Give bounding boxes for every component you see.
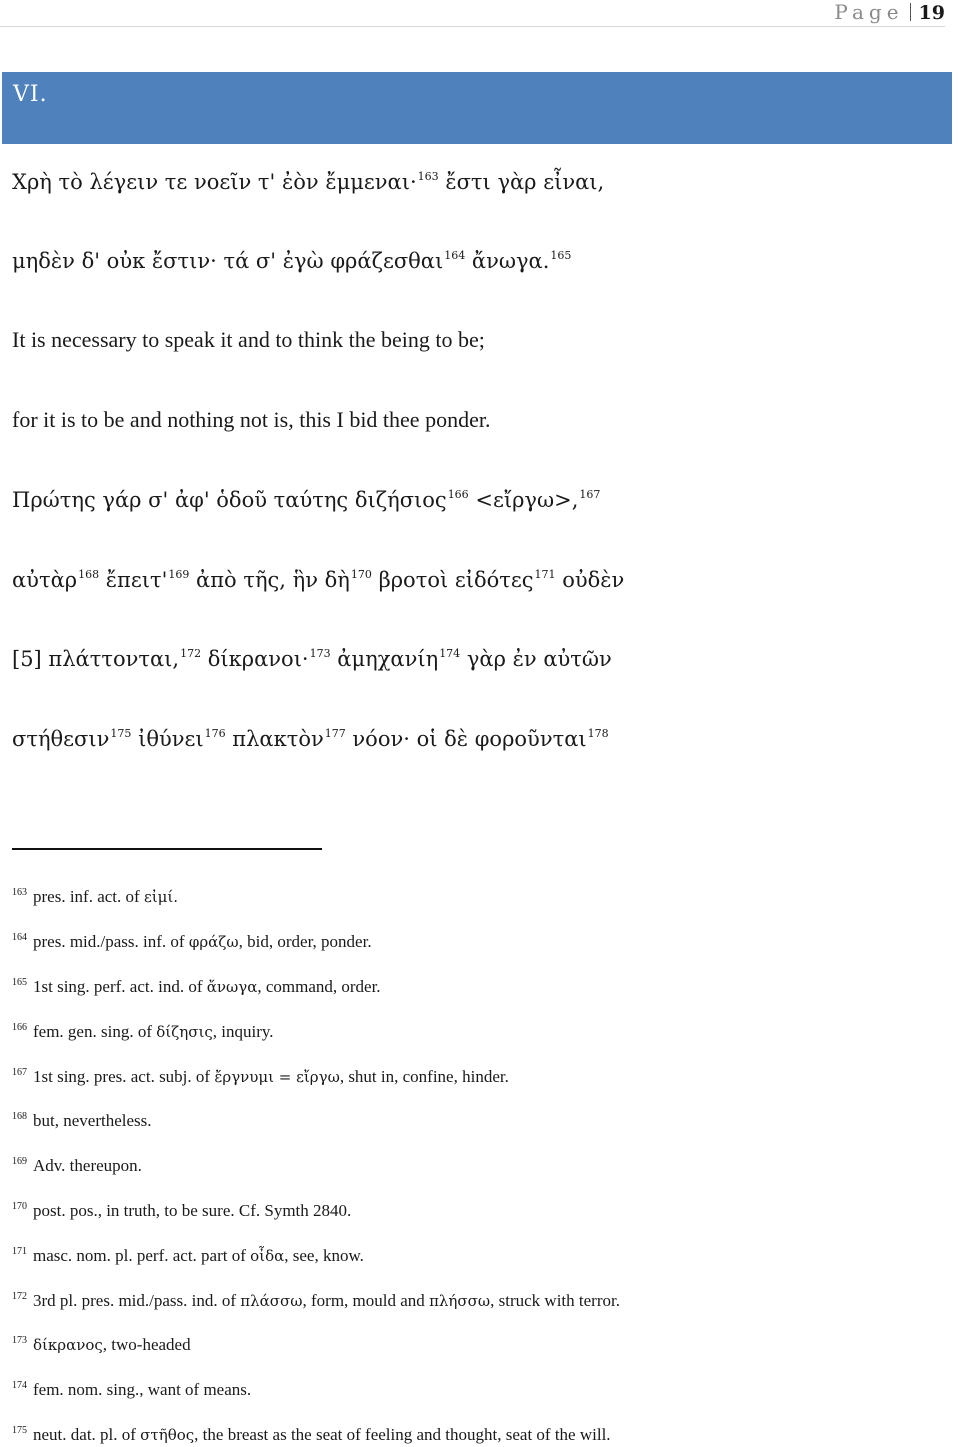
footnote-greek-term: δίκρανος: [33, 1336, 103, 1354]
footnote-text: Adv. thereupon.: [33, 1156, 142, 1175]
footnote-ref[interactable]: 172: [180, 647, 202, 660]
footnote-ref[interactable]: 164: [444, 249, 466, 262]
footnote-number: 175: [12, 1425, 27, 1436]
footnote-greek-term: πλήσσω: [429, 1292, 491, 1310]
verse-text: νόον· οἱ δὲ φοροῦνται: [345, 727, 587, 751]
footnote-text: , shut in, confine, hinder.: [339, 1067, 509, 1086]
footnote-ref[interactable]: 173: [309, 647, 331, 660]
footnote-text: post. pos., in truth, to be sure. Cf. Symth 2840.: [33, 1201, 352, 1220]
verse-text: γὰρ ἐν αὐτῶν: [460, 647, 612, 671]
footnote-ref[interactable]: 171: [534, 568, 556, 581]
footnote-ref[interactable]: 166: [447, 488, 469, 501]
footnote-greek-term: στῆθος: [140, 1426, 195, 1444]
footnote-ref[interactable]: 177: [324, 727, 346, 740]
footnote-number: 168: [12, 1111, 27, 1122]
verse-line-2: [12, 249, 571, 273]
footnote-number: 164: [12, 932, 27, 943]
footnote-171: [12, 1246, 364, 1266]
footnote-number: 173: [12, 1335, 27, 1346]
verse-text: στήθεσιν: [12, 727, 110, 751]
footnote-ref[interactable]: 169: [168, 568, 190, 581]
verse-text: ἔπειτ': [99, 568, 168, 592]
footnote-number: 171: [12, 1246, 27, 1257]
footnote-175: [12, 1425, 611, 1445]
verse-text: δίκρανοι·: [201, 647, 309, 671]
verse-text: αὐτὰρ: [12, 568, 78, 592]
footnote-ref[interactable]: 175: [110, 727, 132, 740]
verse-line-5: [12, 647, 612, 671]
footnote-number: 167: [12, 1067, 27, 1078]
verse-line-6: [12, 727, 609, 751]
footnote-text: 1st sing. pres. act. subj. of: [33, 1067, 215, 1086]
footnote-ref[interactable]: 174: [439, 647, 461, 660]
footnote-text: , two-headed: [102, 1335, 191, 1354]
footnote-165: [12, 977, 381, 997]
footnote-greek-term: ἔργνυμι = εἴργω: [214, 1068, 340, 1086]
footnote-172: [12, 1291, 620, 1311]
footnote-170: [12, 1201, 351, 1221]
verse-text: [5] πλάττονται,: [12, 647, 180, 671]
footnote-text: masc. nom. pl. perf. act. part of: [33, 1246, 251, 1265]
footnote-text: fem. gen. sing. of: [33, 1022, 157, 1041]
footnote-169: [12, 1156, 142, 1176]
footnote-168: [12, 1111, 152, 1131]
page-number: 19: [918, 2, 945, 24]
footnote-text: , struck with terror.: [490, 1291, 620, 1310]
footnote-text: , command, order.: [257, 977, 381, 996]
translation-line-1: [12, 328, 485, 352]
verse-text: βροτοὶ εἰδότες: [371, 568, 534, 592]
footnote-greek-term: πλάσσω: [240, 1292, 303, 1310]
footnote-text: pres. inf. act. of: [33, 887, 144, 906]
footnote-166: [12, 1022, 274, 1042]
footnote-text: , inquiry.: [212, 1022, 274, 1041]
footnote-number: 165: [12, 977, 27, 988]
translation-text: It is necessary to speak it and to think the being to be;: [12, 327, 485, 352]
translation-line-2: [12, 408, 490, 432]
footnote-173: [12, 1335, 191, 1355]
footnote-text: , bid, order, ponder.: [238, 932, 372, 951]
footnote-number: 170: [12, 1201, 27, 1212]
footnote-number: 174: [12, 1380, 27, 1391]
verse-text: πλακτὸν: [225, 727, 324, 751]
footnote-ref[interactable]: 168: [78, 568, 100, 581]
verse-text: ἀμηχανίη: [330, 647, 439, 671]
page-label: Page: [834, 0, 904, 24]
footnote-text: 3rd pl. pres. mid./pass. ind. of: [33, 1291, 241, 1310]
footnote-text: , the breast as the seat of feeling and thought, seat of the will.: [194, 1425, 611, 1444]
footnote-ref[interactable]: 178: [587, 727, 609, 740]
footnote-greek-term: οἶδα: [250, 1247, 285, 1265]
verse-text: ἔστι γὰρ εἶναι,: [438, 170, 605, 194]
translation-text: for it is to be and nothing not is, this I bid thee ponder.: [12, 407, 491, 432]
footnote-text: , see, know.: [284, 1246, 364, 1265]
verse-text: <εἴργω>,: [468, 488, 579, 512]
footnote-167: [12, 1067, 509, 1087]
footnote-text: pres. mid./pass. inf. of: [33, 932, 189, 951]
footnote-text: , form, mould and: [302, 1291, 430, 1310]
footnote-number: 163: [12, 887, 27, 898]
verse-line-4: [12, 568, 624, 592]
footnote-number: 166: [12, 1022, 27, 1033]
footnote-greek-term: δίζησις: [156, 1023, 213, 1041]
verse-text: ἄνωγα.: [465, 249, 550, 273]
section-heading-bar: [2, 72, 952, 144]
footnote-text: but, nevertheless.: [33, 1111, 152, 1130]
verse-text: Πρώτης γάρ σ' ἀφ' ὁδοῦ ταύτης διζήσιος: [12, 488, 447, 512]
footnote-greek-term: φράζω: [188, 933, 239, 951]
footnote-text: fem. nom. sing., want of means.: [33, 1380, 252, 1399]
footnote-text: neut. dat. pl. of: [33, 1425, 141, 1444]
verse-text: ἀπὸ τῆς, ἣν δὴ: [189, 568, 350, 592]
section-title: VI.: [13, 82, 48, 107]
verse-line-3: [12, 488, 600, 512]
footnote-text: 1st sing. perf. act. ind. of: [33, 977, 207, 996]
footnote-separator: [12, 848, 322, 850]
footnote-number: 172: [12, 1291, 27, 1302]
footnote-174: [12, 1380, 251, 1400]
footnote-ref[interactable]: 165: [550, 249, 572, 262]
footnote-ref[interactable]: 176: [204, 727, 226, 740]
page-header: [0, 0, 945, 27]
verse-line-1: [12, 170, 604, 194]
header-divider: [910, 3, 911, 21]
footnote-ref[interactable]: 170: [350, 568, 372, 581]
footnote-greek-term: ἄνωγα: [206, 978, 258, 996]
footnote-greek-term: εἰμί.: [143, 888, 178, 906]
verse-text: Χρὴ τὸ λέγειν τε νοεῖν τ' ἐὸν ἔμμεναι·: [12, 170, 417, 194]
verse-text: ἰθύνει: [131, 727, 204, 751]
verse-text: οὐδὲν: [555, 568, 625, 592]
footnote-163: [12, 887, 178, 907]
footnote-ref[interactable]: 167: [579, 488, 601, 501]
verse-text: μηδὲν δ' οὐκ ἔστιν· τά σ' ἐγὼ φράζεσθαι: [12, 249, 444, 273]
footnote-number: 169: [12, 1156, 27, 1167]
footnote-ref[interactable]: 163: [417, 170, 439, 183]
footnote-164: [12, 932, 372, 952]
